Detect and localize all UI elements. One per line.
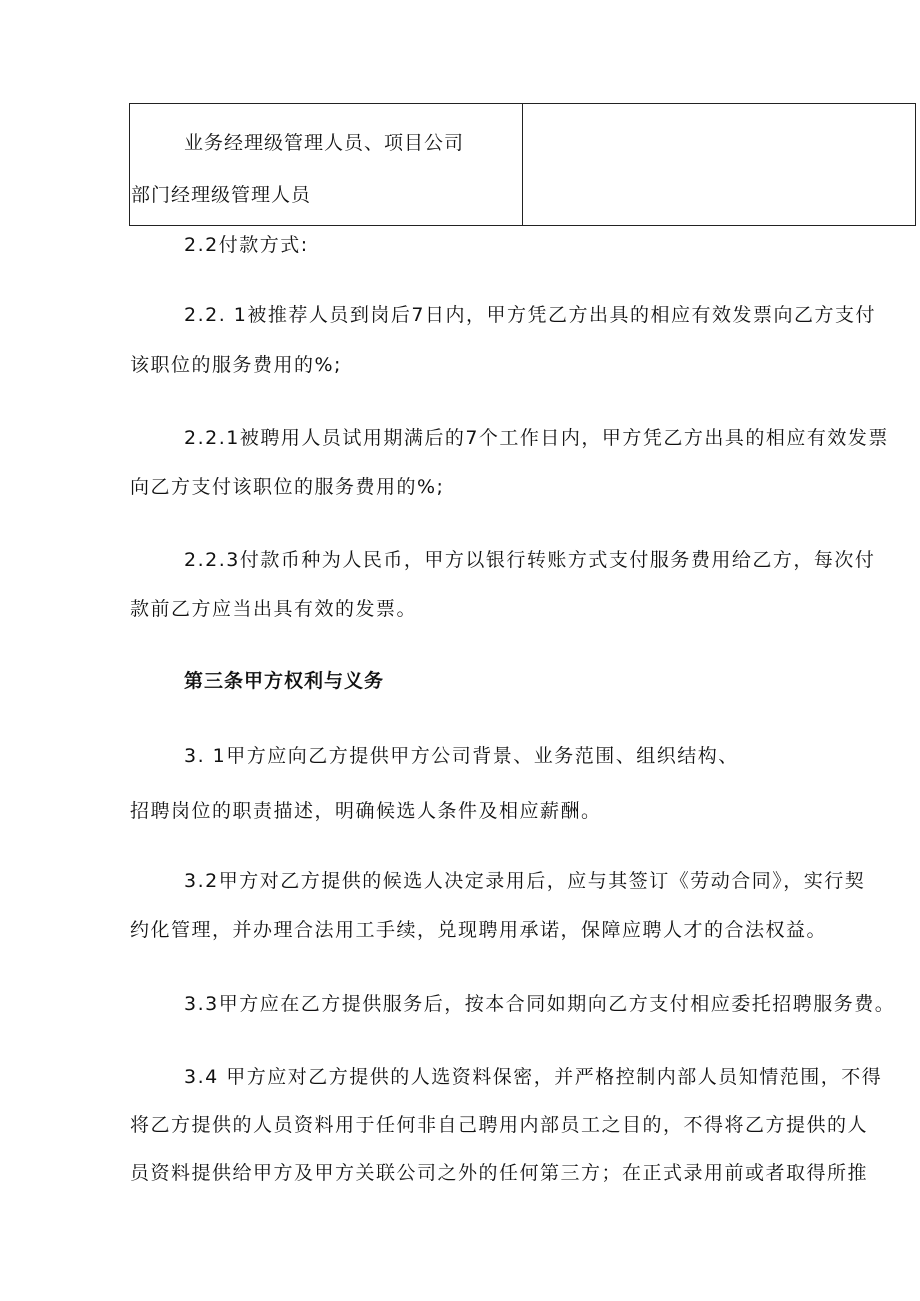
payment-item-3-line-2: 款前乙方应当出具有效的发票。 xyxy=(130,598,418,620)
payment-item-1-line-1: 2.2. 1被推荐人员到岗后7日内，甲方凭乙方出具的相应有效发票向乙方支付 xyxy=(184,304,876,326)
payment-item-2-line-1: 2.2.1被聘用人员试用期满后的7个工作日内，甲方凭乙方出具的相应有效发票 xyxy=(184,427,889,449)
clause-3-4-line-3: 员资料提供给甲方及甲方关联公司之外的任何第三方；在正式录用前或者取得所推 xyxy=(130,1162,869,1184)
clause-3-2-line-2: 约化管理，并办理合法用工手续，兑现聘用承诺，保障应聘人才的合法权益。 xyxy=(130,919,828,941)
position-cell-line-2: 部门经理级管理人员 xyxy=(131,184,312,206)
clause-3-3-line-1: 3.3甲方应在乙方提供服务后，按本合同如期向乙方支付相应委托招聘服务费。 xyxy=(184,993,896,1015)
payment-item-1-line-2: 该职位的服务费用的%; xyxy=(130,354,342,376)
clause-3-1-line-1: 3. 1甲方应向乙方提供甲方公司背景、业务范围、组织结构、 xyxy=(184,745,739,767)
payment-item-3-line-1: 2.2.3付款币种为人民币，甲方以银行转账方式支付服务费用给乙方，每次付 xyxy=(184,549,876,571)
clause-3-4-line-2: 将乙方提供的人员资料用于任何非自己聘用内部员工之目的，不得将乙方提供的人 xyxy=(130,1114,869,1136)
position-cell xyxy=(130,104,523,225)
position-cell-line-1: 业务经理级管理人员、项目公司 xyxy=(184,132,465,154)
fee-table-row xyxy=(129,103,916,226)
payment-item-2-line-2: 向乙方支付该职位的服务费用的%; xyxy=(130,476,445,498)
payment-heading: 2.2付款方式: xyxy=(184,234,309,256)
fee-cell xyxy=(523,104,915,225)
clause-3-2-line-1: 3.2甲方对乙方提供的候选人决定录用后，应与其签订《劳动合同》，实行契 xyxy=(184,870,866,892)
clause-3-1-line-2: 招聘岗位的职责描述，明确候选人条件及相应薪酬。 xyxy=(130,800,602,822)
clause-3-4-line-1: 3.4 甲方应对乙方提供的人选资料保密，并严格控制内部人员知情范围，不得 xyxy=(184,1066,883,1088)
article-3-title: 第三条甲方权利与义务 xyxy=(184,670,385,692)
